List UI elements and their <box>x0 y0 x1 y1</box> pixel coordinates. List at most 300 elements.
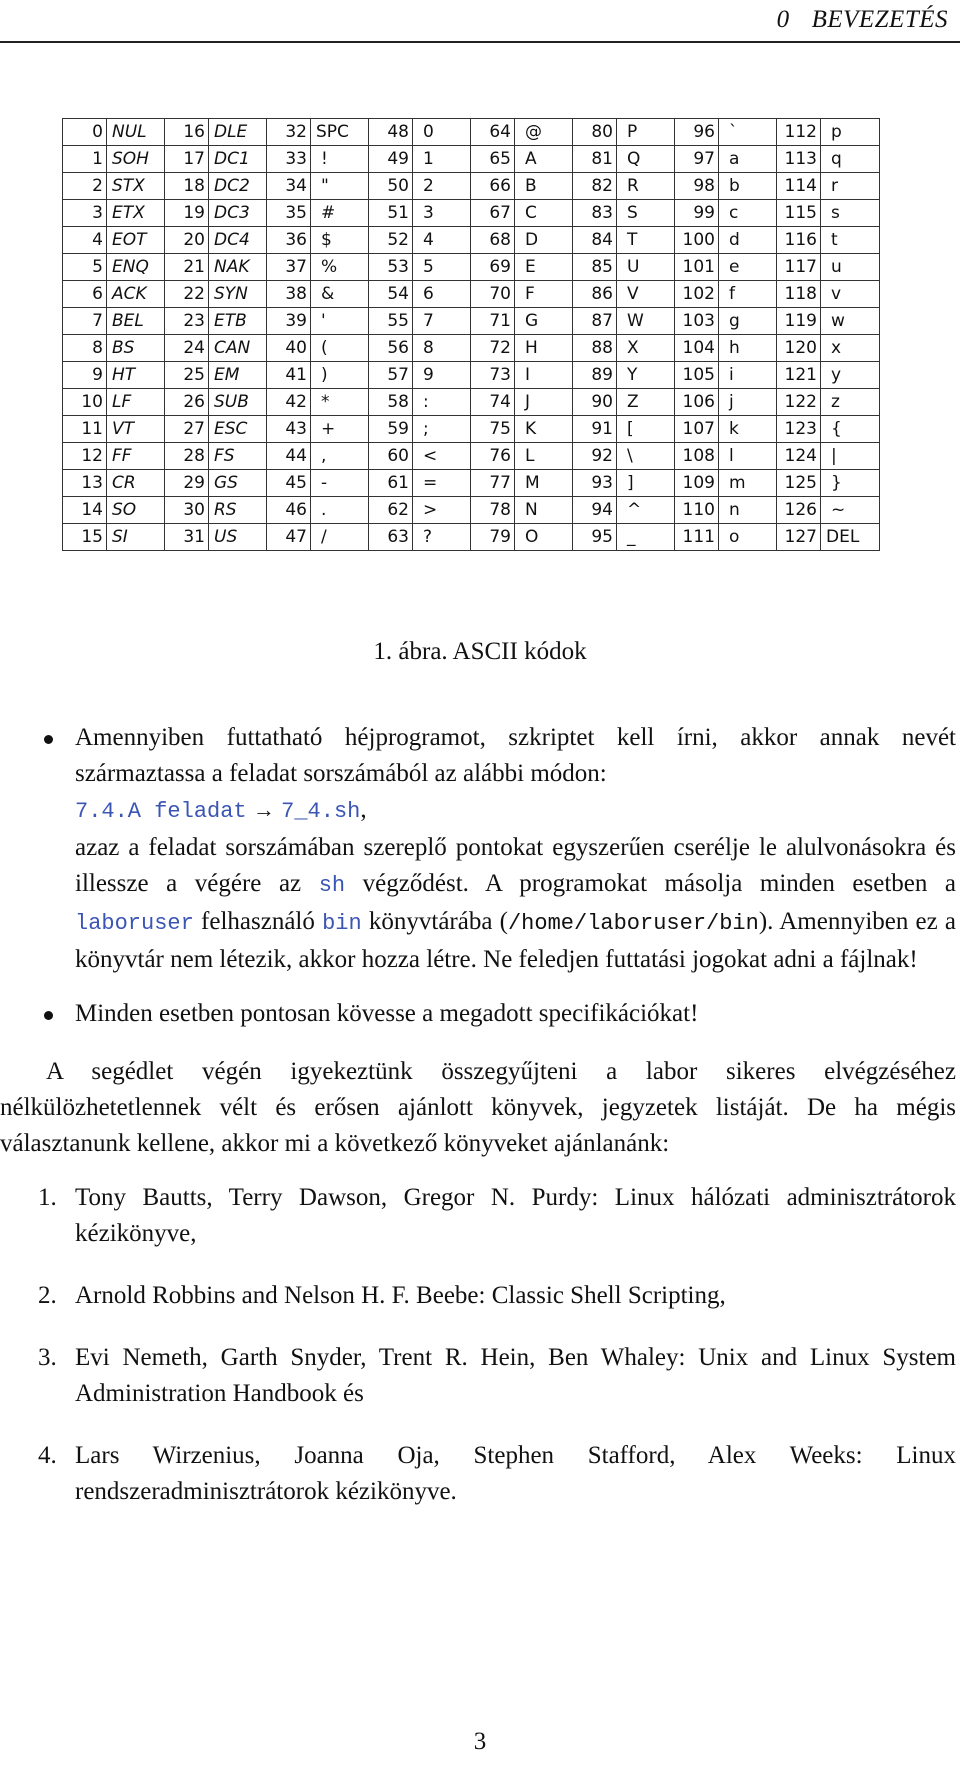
code-cell: 120 <box>777 335 821 362</box>
code-cell: 123 <box>777 416 821 443</box>
code-cell: 112 <box>777 119 821 146</box>
code-cell: 73 <box>471 362 515 389</box>
char-cell: ' <box>311 308 369 335</box>
code-cell: 108 <box>675 443 719 470</box>
char-cell: EOT <box>107 227 165 254</box>
char-cell: BS <box>107 335 165 362</box>
char-cell: B <box>515 173 573 200</box>
code-cell: 119 <box>777 308 821 335</box>
code-cell: 86 <box>573 281 617 308</box>
bullet-text-e: ). Amennyiben ez a könyvtár nem létezik, akkor hozza létre. Ne feledjen futtatási jogokat adni a fájlnak! <box>75 908 957 973</box>
code-cell: 84 <box>573 227 617 254</box>
code-cell: 7 <box>63 308 107 335</box>
char-cell: - <box>311 470 369 497</box>
char-cell: K <box>515 416 573 443</box>
char-cell: * <box>311 389 369 416</box>
code-cell: 45 <box>267 470 311 497</box>
code-cell: 2 <box>63 173 107 200</box>
char-cell: q <box>821 146 880 173</box>
code-cell: 121 <box>777 362 821 389</box>
code-cell: 77 <box>471 470 515 497</box>
table-row <box>63 119 880 146</box>
char-cell: GS <box>209 470 267 497</box>
code-cell: 93 <box>573 470 617 497</box>
code-cell: 6 <box>63 281 107 308</box>
char-cell: SI <box>107 524 165 551</box>
char-cell: l <box>719 443 777 470</box>
char-cell: x <box>821 335 880 362</box>
char-cell: m <box>719 470 777 497</box>
char-cell: ^ <box>617 497 675 524</box>
char-cell: $ <box>311 227 369 254</box>
char-cell: { <box>821 416 880 443</box>
code-cell: 20 <box>165 227 209 254</box>
code-cell: 118 <box>777 281 821 308</box>
code-cell: 12 <box>63 443 107 470</box>
char-cell: W <box>617 308 675 335</box>
bullet-item-specs <box>0 996 956 1032</box>
char-cell: ` <box>719 119 777 146</box>
char-cell: D <box>515 227 573 254</box>
char-cell: NUL <box>107 119 165 146</box>
table-row <box>63 254 880 281</box>
code-cell: 105 <box>675 362 719 389</box>
char-cell: SOH <box>107 146 165 173</box>
code-cell: 25 <box>165 362 209 389</box>
code-cell: 95 <box>573 524 617 551</box>
code-cell: 88 <box>573 335 617 362</box>
code-cell: 103 <box>675 308 719 335</box>
code-cell: 117 <box>777 254 821 281</box>
char-cell: ) <box>311 362 369 389</box>
code-laboruser: laboruser <box>75 911 194 936</box>
list-item <box>0 1340 956 1412</box>
code-cell: 99 <box>675 200 719 227</box>
chapter-number: 0 <box>776 6 790 33</box>
char-cell: ACK <box>107 281 165 308</box>
char-cell: : <box>413 389 471 416</box>
code-cell: 127 <box>777 524 821 551</box>
code-cell: 96 <box>675 119 719 146</box>
char-cell: i <box>719 362 777 389</box>
char-cell: DC2 <box>209 173 267 200</box>
table-row <box>63 497 880 524</box>
code-cell: 64 <box>471 119 515 146</box>
char-cell: VT <box>107 416 165 443</box>
code-cell: 122 <box>777 389 821 416</box>
example-comma: , <box>360 796 367 823</box>
code-cell: 32 <box>267 119 311 146</box>
code-cell: 35 <box>267 200 311 227</box>
list-item-text: Tony Bautts, Terry Dawson, Gregor N. Purdy: Linux hálózati adminisztrátorok kézikönyve, <box>75 1184 956 1247</box>
bullet-marker <box>44 1011 53 1020</box>
char-cell: Y <box>617 362 675 389</box>
char-cell: O <box>515 524 573 551</box>
code-cell: 68 <box>471 227 515 254</box>
char-cell: ESC <box>209 416 267 443</box>
char-cell: N <box>515 497 573 524</box>
code-cell: 69 <box>471 254 515 281</box>
char-cell: j <box>719 389 777 416</box>
code-cell: 49 <box>369 146 413 173</box>
char-cell: U <box>617 254 675 281</box>
char-cell: STX <box>107 173 165 200</box>
char-cell: # <box>311 200 369 227</box>
char-cell: s <box>821 200 880 227</box>
char-cell: n <box>719 497 777 524</box>
code-cell: 23 <box>165 308 209 335</box>
char-cell: 6 <box>413 281 471 308</box>
code-path: /home/laboruser/bin <box>507 911 759 936</box>
char-cell: SUB <box>209 389 267 416</box>
intro-paragraph: A segédlet végén igyekeztünk összegyűjteni a labor sikeres elvégzéséhez nélkülözhetetlennek vélt és erősen ajánlott könyvek, jegyzetek listáját. De ha mégis választanunk kellene, akkor mi a következő könyveket ajánlanánk: <box>0 1058 956 1157</box>
list-item-number: 1. <box>38 1184 57 1211</box>
code-cell: 1 <box>63 146 107 173</box>
char-cell: = <box>413 470 471 497</box>
char-cell: A <box>515 146 573 173</box>
char-cell: ~ <box>821 497 880 524</box>
code-cell: 65 <box>471 146 515 173</box>
example-source: 7.4.A feladat <box>75 799 247 824</box>
char-cell: ] <box>617 470 675 497</box>
char-cell: " <box>311 173 369 200</box>
code-cell: 39 <box>267 308 311 335</box>
code-cell: 67 <box>471 200 515 227</box>
char-cell: T <box>617 227 675 254</box>
code-cell: 8 <box>63 335 107 362</box>
code-cell: 87 <box>573 308 617 335</box>
code-cell: 22 <box>165 281 209 308</box>
char-cell: US <box>209 524 267 551</box>
code-cell: 46 <box>267 497 311 524</box>
table-row <box>63 416 880 443</box>
char-cell: 4 <box>413 227 471 254</box>
char-cell: [ <box>617 416 675 443</box>
char-cell: 8 <box>413 335 471 362</box>
char-cell: 0 <box>413 119 471 146</box>
code-cell: 90 <box>573 389 617 416</box>
char-cell: V <box>617 281 675 308</box>
char-cell: CR <box>107 470 165 497</box>
code-cell: 97 <box>675 146 719 173</box>
char-cell: ETX <box>107 200 165 227</box>
code-cell: 54 <box>369 281 413 308</box>
char-cell: ? <box>413 524 471 551</box>
list-item-text: Evi Nemeth, Garth Snyder, Trent R. Hein, Ben Whaley: Unix and Linux System Administration Handbook és <box>75 1344 956 1407</box>
ascii-table <box>62 118 880 551</box>
char-cell: k <box>719 416 777 443</box>
char-cell: H <box>515 335 573 362</box>
char-cell: SYN <box>209 281 267 308</box>
main-content <box>0 720 956 1510</box>
table-row <box>63 308 880 335</box>
char-cell: 7 <box>413 308 471 335</box>
code-cell: 62 <box>369 497 413 524</box>
char-cell: t <box>821 227 880 254</box>
code-cell: 63 <box>369 524 413 551</box>
table-row <box>63 173 880 200</box>
code-cell: 76 <box>471 443 515 470</box>
char-cell: 9 <box>413 362 471 389</box>
code-cell: 111 <box>675 524 719 551</box>
code-cell: 26 <box>165 389 209 416</box>
char-cell: > <box>413 497 471 524</box>
code-cell: 83 <box>573 200 617 227</box>
table-row <box>63 362 880 389</box>
char-cell: F <box>515 281 573 308</box>
code-cell: 21 <box>165 254 209 281</box>
char-cell: & <box>311 281 369 308</box>
table-row <box>63 470 880 497</box>
code-cell: 34 <box>267 173 311 200</box>
code-cell: 57 <box>369 362 413 389</box>
code-cell: 3 <box>63 200 107 227</box>
code-cell: 42 <box>267 389 311 416</box>
char-cell: f <box>719 281 777 308</box>
code-cell: 70 <box>471 281 515 308</box>
code-cell: 75 <box>471 416 515 443</box>
char-cell: P <box>617 119 675 146</box>
list-item-number: 4. <box>38 1442 57 1469</box>
char-cell: % <box>311 254 369 281</box>
bullet-text-b: végződést. A programokat másolja minden esetben a <box>362 870 957 897</box>
list-item <box>0 1278 956 1314</box>
char-cell: @ <box>515 119 573 146</box>
char-cell: } <box>821 470 880 497</box>
code-cell: 107 <box>675 416 719 443</box>
code-cell: 71 <box>471 308 515 335</box>
list-item <box>0 1180 956 1252</box>
char-cell: ; <box>413 416 471 443</box>
char-cell: o <box>719 524 777 551</box>
code-cell: 113 <box>777 146 821 173</box>
code-cell: 81 <box>573 146 617 173</box>
code-cell: 82 <box>573 173 617 200</box>
code-cell: 94 <box>573 497 617 524</box>
running-header <box>777 6 948 34</box>
char-cell: 2 <box>413 173 471 200</box>
bullet-text: Minden esetben pontosan kövesse a megadott specifikációkat! <box>75 1000 699 1027</box>
bullet-text-c: felhasználó <box>201 908 315 935</box>
code-cell: 24 <box>165 335 209 362</box>
table-row <box>63 281 880 308</box>
code-cell: 18 <box>165 173 209 200</box>
code-cell: 104 <box>675 335 719 362</box>
char-cell: u <box>821 254 880 281</box>
code-bin: bin <box>322 911 362 936</box>
code-cell: 74 <box>471 389 515 416</box>
char-cell: d <box>719 227 777 254</box>
char-cell: g <box>719 308 777 335</box>
code-cell: 10 <box>63 389 107 416</box>
char-cell: DEL <box>821 524 880 551</box>
code-cell: 40 <box>267 335 311 362</box>
table-row <box>63 335 880 362</box>
char-cell: M <box>515 470 573 497</box>
code-cell: 114 <box>777 173 821 200</box>
table-row <box>63 443 880 470</box>
code-cell: 28 <box>165 443 209 470</box>
code-cell: 66 <box>471 173 515 200</box>
code-cell: 59 <box>369 416 413 443</box>
list-item <box>0 1438 956 1510</box>
bullet-text-d: könyvtárába ( <box>368 908 508 935</box>
list-item-text: Arnold Robbins and Nelson H. F. Beebe: Classic Shell Scripting, <box>75 1282 726 1309</box>
code-cell: 16 <box>165 119 209 146</box>
char-cell: < <box>413 443 471 470</box>
code-cell: 4 <box>63 227 107 254</box>
char-cell: + <box>311 416 369 443</box>
char-cell: c <box>719 200 777 227</box>
figure-caption: 1. ábra. ASCII kódok <box>373 638 587 665</box>
char-cell: I <box>515 362 573 389</box>
code-cell: 47 <box>267 524 311 551</box>
code-cell: 5 <box>63 254 107 281</box>
char-cell: BEL <box>107 308 165 335</box>
code-cell: 29 <box>165 470 209 497</box>
code-cell: 50 <box>369 173 413 200</box>
char-cell: NAK <box>209 254 267 281</box>
example-target: 7_4.sh <box>281 799 361 824</box>
char-cell: 1 <box>413 146 471 173</box>
code-cell: 17 <box>165 146 209 173</box>
char-cell: 3 <box>413 200 471 227</box>
page-number: 3 <box>473 1728 487 1755</box>
code-cell: 13 <box>63 470 107 497</box>
char-cell: L <box>515 443 573 470</box>
char-cell: C <box>515 200 573 227</box>
code-cell: 92 <box>573 443 617 470</box>
char-cell: _ <box>617 524 675 551</box>
table-row <box>63 389 880 416</box>
code-cell: 11 <box>63 416 107 443</box>
char-cell: R <box>617 173 675 200</box>
code-cell: 106 <box>675 389 719 416</box>
char-cell: \ <box>617 443 675 470</box>
char-cell: HT <box>107 362 165 389</box>
char-cell: e <box>719 254 777 281</box>
char-cell: z <box>821 389 880 416</box>
char-cell: FS <box>209 443 267 470</box>
char-cell: Q <box>617 146 675 173</box>
char-cell: 5 <box>413 254 471 281</box>
char-cell: DC3 <box>209 200 267 227</box>
char-cell: RS <box>209 497 267 524</box>
char-cell: FF <box>107 443 165 470</box>
code-cell: 124 <box>777 443 821 470</box>
code-cell: 61 <box>369 470 413 497</box>
char-cell: w <box>821 308 880 335</box>
char-cell: / <box>311 524 369 551</box>
char-cell: , <box>311 443 369 470</box>
code-cell: 55 <box>369 308 413 335</box>
code-cell: 125 <box>777 470 821 497</box>
code-cell: 31 <box>165 524 209 551</box>
char-cell: | <box>821 443 880 470</box>
code-cell: 116 <box>777 227 821 254</box>
book-list <box>0 1180 956 1510</box>
char-cell: DC4 <box>209 227 267 254</box>
arrow-icon: → <box>252 797 275 822</box>
code-cell: 33 <box>267 146 311 173</box>
char-cell: CAN <box>209 335 267 362</box>
code-cell: 98 <box>675 173 719 200</box>
code-cell: 41 <box>267 362 311 389</box>
code-cell: 72 <box>471 335 515 362</box>
code-cell: 37 <box>267 254 311 281</box>
code-cell: 100 <box>675 227 719 254</box>
code-cell: 14 <box>63 497 107 524</box>
table-row <box>63 200 880 227</box>
char-cell: DC1 <box>209 146 267 173</box>
code-sh: sh <box>318 873 346 898</box>
char-cell: S <box>617 200 675 227</box>
bullet-marker <box>44 735 53 744</box>
code-cell: 126 <box>777 497 821 524</box>
code-cell: 56 <box>369 335 413 362</box>
bullet-text: Amennyiben futtatható héjprogramot, szkriptet kell írni, akkor annak nevét származtassa a feladat sorszámából az alábbi módon: <box>75 724 956 787</box>
char-cell: h <box>719 335 777 362</box>
code-cell: 115 <box>777 200 821 227</box>
char-cell: b <box>719 173 777 200</box>
code-cell: 58 <box>369 389 413 416</box>
code-cell: 48 <box>369 119 413 146</box>
code-cell: 36 <box>267 227 311 254</box>
char-cell: J <box>515 389 573 416</box>
code-cell: 85 <box>573 254 617 281</box>
code-cell: 101 <box>675 254 719 281</box>
list-item-number: 3. <box>38 1344 57 1371</box>
code-cell: 78 <box>471 497 515 524</box>
code-cell: 60 <box>369 443 413 470</box>
code-cell: 0 <box>63 119 107 146</box>
char-cell: SPC <box>311 119 369 146</box>
char-cell: a <box>719 146 777 173</box>
code-cell: 53 <box>369 254 413 281</box>
list-item-text: Lars Wirzenius, Joanna Oja, Stephen Stafford, Alex Weeks: Linux rendszeradminisztrátorok kézikönyve. <box>75 1442 956 1505</box>
table-row <box>63 524 880 551</box>
code-cell: 38 <box>267 281 311 308</box>
bullet-item-script-naming <box>0 720 956 978</box>
code-cell: 79 <box>471 524 515 551</box>
header-rule <box>0 41 960 43</box>
chapter-title: BEVEZETÉS <box>811 6 948 33</box>
char-cell: ( <box>311 335 369 362</box>
code-cell: 91 <box>573 416 617 443</box>
code-cell: 43 <box>267 416 311 443</box>
code-cell: 52 <box>369 227 413 254</box>
code-cell: 80 <box>573 119 617 146</box>
code-cell: 15 <box>63 524 107 551</box>
char-cell: G <box>515 308 573 335</box>
char-cell: y <box>821 362 880 389</box>
code-cell: 109 <box>675 470 719 497</box>
char-cell: ! <box>311 146 369 173</box>
list-item-number: 2. <box>38 1282 57 1309</box>
code-cell: 44 <box>267 443 311 470</box>
char-cell: . <box>311 497 369 524</box>
char-cell: SO <box>107 497 165 524</box>
char-cell: r <box>821 173 880 200</box>
char-cell: X <box>617 335 675 362</box>
bullet-text-a: azaz a feladat sorszámában szereplő pontokat egyszerűen cserélje le alulvonásokra és illessze a végére az <box>75 834 956 897</box>
code-cell: 19 <box>165 200 209 227</box>
code-cell: 27 <box>165 416 209 443</box>
table-row <box>63 227 880 254</box>
char-cell: ENQ <box>107 254 165 281</box>
char-cell: LF <box>107 389 165 416</box>
char-cell: v <box>821 281 880 308</box>
